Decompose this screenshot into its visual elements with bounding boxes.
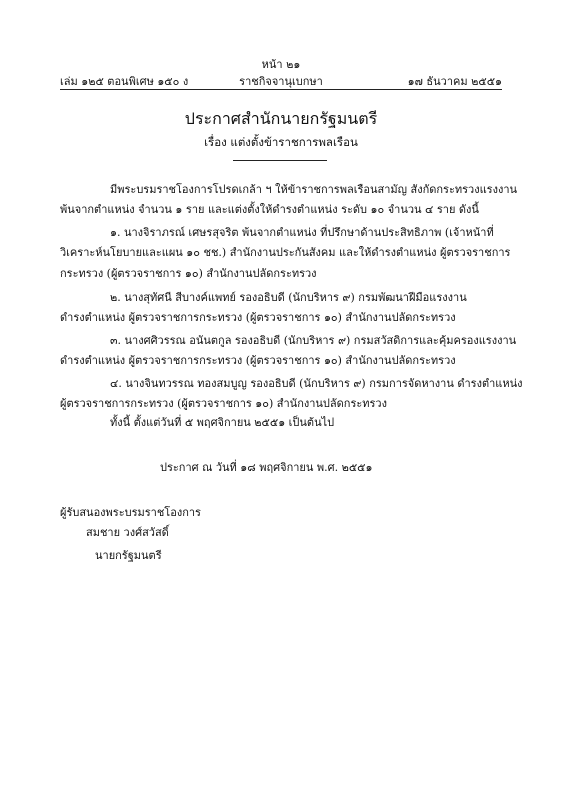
item-2-line-1: ๒. นางสุทัศนี สีบางค์แพทย์ รองอธิบดี (นักบริหาร ๙) กรมพัฒนาฝีมือแรงงาน bbox=[110, 291, 467, 304]
body-line-2: พ้นจากตำแหน่ง จำนวน ๑ ราย และแต่งตั้งให้ดำรงตำแหน่ง ระดับ ๑๐ จำนวน ๔ ราย ดังนี้ bbox=[60, 203, 479, 216]
announcement-date: ประกาศ ณ วันที่ ๑๘ พฤศจิกายน พ.ศ. ๒๕๕๑ bbox=[160, 461, 373, 474]
effective-date-line: ทั้งนี้ ตั้งแต่วันที่ ๕ พฤศจิกายน ๒๕๕๑ เป็นต้นไป bbox=[110, 416, 335, 429]
document-title: ประกาศสำนักนายกรัฐมนตรี bbox=[184, 109, 378, 128]
body-line-1: มีพระบรมราชโองการโปรดเกล้า ฯ ให้ข้าราชการพลเรือนสามัญ สังกัดกระทรวงแรงงาน bbox=[110, 183, 518, 196]
item-3-line-1: ๓. นางศศิวรรณ อนันตกูล รองอธิบดี (นักบริหาร ๙) กรมสวัสดิการและคุ้มครองแรงงาน bbox=[110, 334, 517, 347]
item-3-line-2: ดำรงตำแหน่ง ผู้ตรวจราชการกระทรวง (ผู้ตรวจราชการ ๑๐) สำนักงานปลัดกระทรวง bbox=[60, 354, 456, 367]
gazette-name: ราชกิจจานุเบกษา bbox=[239, 75, 323, 88]
item-1-line-3: กระทรวง (ผู้ตรวจราชการ ๑๐) สำนักงานปลัดกระทรวง bbox=[60, 267, 317, 280]
title-divider bbox=[233, 160, 327, 161]
countersign-label: ผู้รับสนองพระบรมราชโองการ bbox=[60, 506, 201, 519]
signatory-name: สมชาย วงศ์สวัสดิ์ bbox=[86, 526, 169, 539]
item-4-line-1: ๔. นางจินทวรรณ ทองสมบูญ รองอธิบดี (นักบริหาร ๙) กรมการจัดหางาน ดำรงตำแหน่ง bbox=[110, 377, 523, 390]
item-1-line-2: วิเคราะห์นโยบายและแผน ๑๐ ชช.) สำนักงานประกันสังคม และให้ดำรงตำแหน่ง ผู้ตรวจราชการ bbox=[60, 246, 511, 259]
gazette-date: ๑๗ ธันวาคม ๒๕๕๑ bbox=[407, 75, 502, 88]
item-2-line-2: ดำรงตำแหน่ง ผู้ตรวจราชการกระทรวง (ผู้ตรวจราชการ ๑๐) สำนักงานปลัดกระทรวง bbox=[60, 311, 456, 324]
page-number: หน้า ๒๑ bbox=[261, 58, 301, 71]
signatory-position: นายกรัฐมนตรี bbox=[95, 549, 162, 562]
document-subject: เรื่อง แต่งตั้งข้าราชการพลเรือน bbox=[204, 135, 358, 149]
item-1-line-1: ๑. นางจิราภรณ์ เศษรสุจริต พ้นจากตำแหน่ง ที่ปรึกษาด้านประสิทธิภาพ (เจ้าหน้าที่ bbox=[110, 226, 494, 239]
gazette-volume: เล่ม ๑๒๕ ตอนพิเศษ ๑๕๐ ง bbox=[60, 75, 189, 88]
item-4-line-2: ผู้ตรวจราชการกระทรวง (ผู้ตรวจราชการ ๑๐) สำนักงานปลัดกระทรวง bbox=[60, 397, 387, 410]
header-divider bbox=[60, 89, 502, 90]
